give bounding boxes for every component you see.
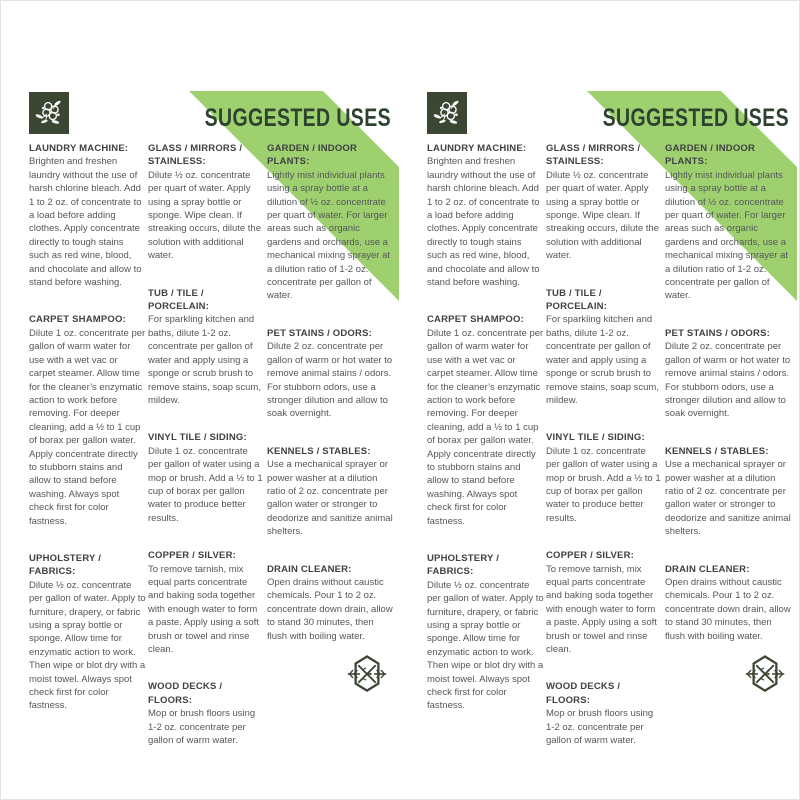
use-section [546,549,661,656]
use-section [148,287,263,408]
section-heading: COPPER / SILVER: [546,550,635,562]
use-section [148,549,263,656]
section-heading: PET STAINS / ODORS: [267,327,372,339]
section-body: Lightly mist individual plants using a spray bottle at a dilution of ½ oz. concentrate per quart of water. For larger areas such as organic gardens and orchards, use a mechanical mixing sprayer at a dilution ratio of 1-2 oz. concentrate per gallon of water. [267,169,391,302]
section-body: Dilute ½ oz. concentrate per quart of water. Apply using a spray bottle or sponge. Wipe clean. If streaking occurs, dilute the solution with additional water. [148,169,262,262]
section-heading: GARDEN / INDOOR PLANTS: [267,143,358,168]
elderberry-cluster-icon [32,95,66,131]
brand-logo [427,92,467,134]
section-heading: PET STAINS / ODORS: [665,327,770,339]
section-body: Dilute ½ oz. concentrate per gallon of water. Apply to furniture, drapery, or fabric using a spray bottle or sponge. Allow time for enzymatic action to work. Then wipe or blot dry with a moist towel. Always spot check first for color fastness. [29,579,146,712]
section-body: To remove tarnish, mix equal parts concentrate and baking soda together with enough water to form a paste. Apply using a soft brush or towel and rinse clean. [546,563,657,655]
label-panel-left [9,1,399,800]
section-heading: UPHOLSTERY / FABRICS: [427,552,500,578]
section-heading: VINYL TILE / SIDING: [148,432,247,444]
section-heading: KENNELS / STABLES: [267,445,371,457]
section-heading: LAUNDRY MACHINE: [29,143,129,154]
use-section [29,313,146,528]
section-body: Dilute 1 oz. concentrate per gallon of water using a mop or brush. Add a ½ to 1 cup of borax per gallon water to produce better results. [148,445,263,524]
section-body: Use a mechanical sprayer or power washer at a dilution ratio of 2 oz. concentrate per gallon water or stronger to deodorize and sanitize animal shelters. [267,459,393,538]
section-heading: DRAIN CLEANER: [267,563,352,575]
use-section [29,142,146,289]
section-body: Open drains without caustic chemicals. Pour 1 to 2 oz. concentrate down drain, allow to stand 30 minutes, then flush with boiling water. [665,576,791,642]
use-section [665,563,792,643]
banner-title: SUGGESTED USES [602,104,789,132]
section-heading: UPHOLSTERY / FABRICS: [29,552,102,578]
section-heading: WOOD DECKS / FLOORS: [148,681,223,706]
section-body: For sparkling kitchen and baths, dilute 1-2 oz. concentrate per gallon of water and apply using a sponge or scrub brush to remove stains, soap scum, mildew. [148,314,261,406]
section-heading: DRAIN CLEANER: [665,563,750,575]
section-heading: GLASS / MIRRORS / STAINLESS: [148,143,243,168]
section-heading: WOOD DECKS / FLOORS: [546,681,621,706]
use-section [665,327,792,421]
column-3 [665,142,792,667]
fern-knot-emblem-icon [744,652,786,696]
section-body: To remove tarnish, mix equal parts concentrate and baking soda together with enough water to form a paste. Apply using a soft brush or towel and rinse clean. [148,563,259,655]
elderberry-cluster-icon [430,95,464,131]
use-section [267,445,394,539]
section-heading: GLASS / MIRRORS / STAINLESS: [546,143,641,168]
section-heading: TUB / TILE / PORCELAIN: [148,287,210,313]
use-section [427,552,544,713]
section-heading: CARPET SHAMPOO: [427,314,524,326]
column-1 [427,142,544,737]
use-section [148,431,263,525]
section-heading: LAUNDRY MACHINE: [427,143,527,154]
section-body: Dilute 1 oz. concentrate per gallon of warm water for use with a wet vac or carpet steamer. Allow time for the cleaner’s enzymatic action to work before removing. For deeper cleaning, add a ½ to 1 cup of borax per gallon water. Apply concentrate directly to stubborn stains and allow to stand before washing. Always spot check first for color fastness. [29,327,146,527]
section-body: Use a mechanical sprayer or power washer at a dilution ratio of 2 oz. concentrate per gallon water or stronger to deodorize and sanitize animal shelters. [665,459,791,538]
section-heading: VINYL TILE / SIDING: [546,432,645,444]
section-body: Dilute 2 oz. concentrate per gallon of warm or hot water to remove animal stains / odors. For stubborn odors, use a stronger dilution and allow to soak overnight. [665,341,791,420]
use-section [665,445,792,539]
use-section [546,431,661,525]
use-section [148,142,263,263]
use-section [267,327,394,421]
section-heading: GARDEN / INDOOR PLANTS: [665,143,756,168]
use-section [546,142,661,263]
section-body: For sparkling kitchen and baths, dilute 1-2 oz. concentrate per gallon of water and apply using a sponge or scrub brush to remove stains, soap scum, mildew. [546,314,659,406]
use-section [665,142,792,303]
brand-logo [29,92,69,134]
use-section [427,142,544,289]
banner-title: SUGGESTED USES [204,104,391,132]
section-body: Dilute 1 oz. concentrate per gallon of warm water for use with a wet vac or carpet steamer. Allow time for the cleaner’s enzymatic action to work before removing. For deeper cleaning, add a ½ to 1 cup of borax per gallon water. Apply concentrate directly to stubborn stains and allow to stand before washing. Always spot check first for color fastness. [427,327,544,527]
use-section [267,142,394,303]
column-3 [267,142,394,667]
column-2 [148,142,263,771]
section-body: Brighten and freshen laundry without the use of harsh chlorine bleach. Add 1 to 2 oz. of concentrate to a load before adding clothes. Apply concentrate directly to tough stains such as red wine, blood, and chocolate and allow to stand before washing. [427,156,540,289]
section-body: Dilute 1 oz. concentrate per gallon of water using a mop or brush. Add a ½ to 1 cup of borax per gallon water to produce better results. [546,445,661,524]
use-section [546,287,661,408]
use-section [267,563,394,643]
fern-knot-emblem-icon [346,652,388,696]
section-heading: COPPER / SILVER: [148,550,237,562]
section-heading: TUB / TILE / PORCELAIN: [546,287,608,313]
section-body: Dilute ½ oz. concentrate per gallon of water. Apply to furniture, drapery, or fabric using a spray bottle or sponge. Allow time for enzymatic action to work. Then wipe or blot dry with a moist towel. Always spot check first for color fastness. [427,579,544,712]
section-body: Dilute 2 oz. concentrate per gallon of warm or hot water to remove animal stains / odors. For stubborn odors, use a stronger dilution and allow to soak overnight. [267,341,393,420]
section-body: Mop or brush floors using 1-2 oz. concentrate per gallon of warm water. [148,708,256,747]
section-body: Dilute ½ oz. concentrate per quart of water. Apply using a spray bottle or sponge. Wipe clean. If streaking occurs, dilute the solution with additional water. [546,169,660,262]
section-heading: KENNELS / STABLES: [665,445,769,457]
column-1 [29,142,146,737]
use-section [29,552,146,713]
section-heading: CARPET SHAMPOO: [29,314,126,326]
use-section [148,680,263,747]
section-body: Open drains without caustic chemicals. Pour 1 to 2 oz. concentrate down drain, allow to stand 30 minutes, then flush with boiling water. [267,576,393,642]
label-panel-right [407,1,797,800]
section-body: Lightly mist individual plants using a spray bottle at a dilution of ½ oz. concentrate per quart of water. For larger areas such as organic gardens and orchards, use a mechanical mixing sprayer at a dilution ratio of 1-2 oz. concentrate per gallon of water. [665,169,789,302]
use-section [546,680,661,747]
column-2 [546,142,661,771]
section-body: Mop or brush floors using 1-2 oz. concentrate per gallon of warm water. [546,708,654,747]
use-section [427,313,544,528]
section-body: Brighten and freshen laundry without the use of harsh chlorine bleach. Add 1 to 2 oz. of concentrate to a load before adding clothes. Apply concentrate directly to tough stains such as red wine, blood, and chocolate and allow to stand before washing. [29,156,142,289]
